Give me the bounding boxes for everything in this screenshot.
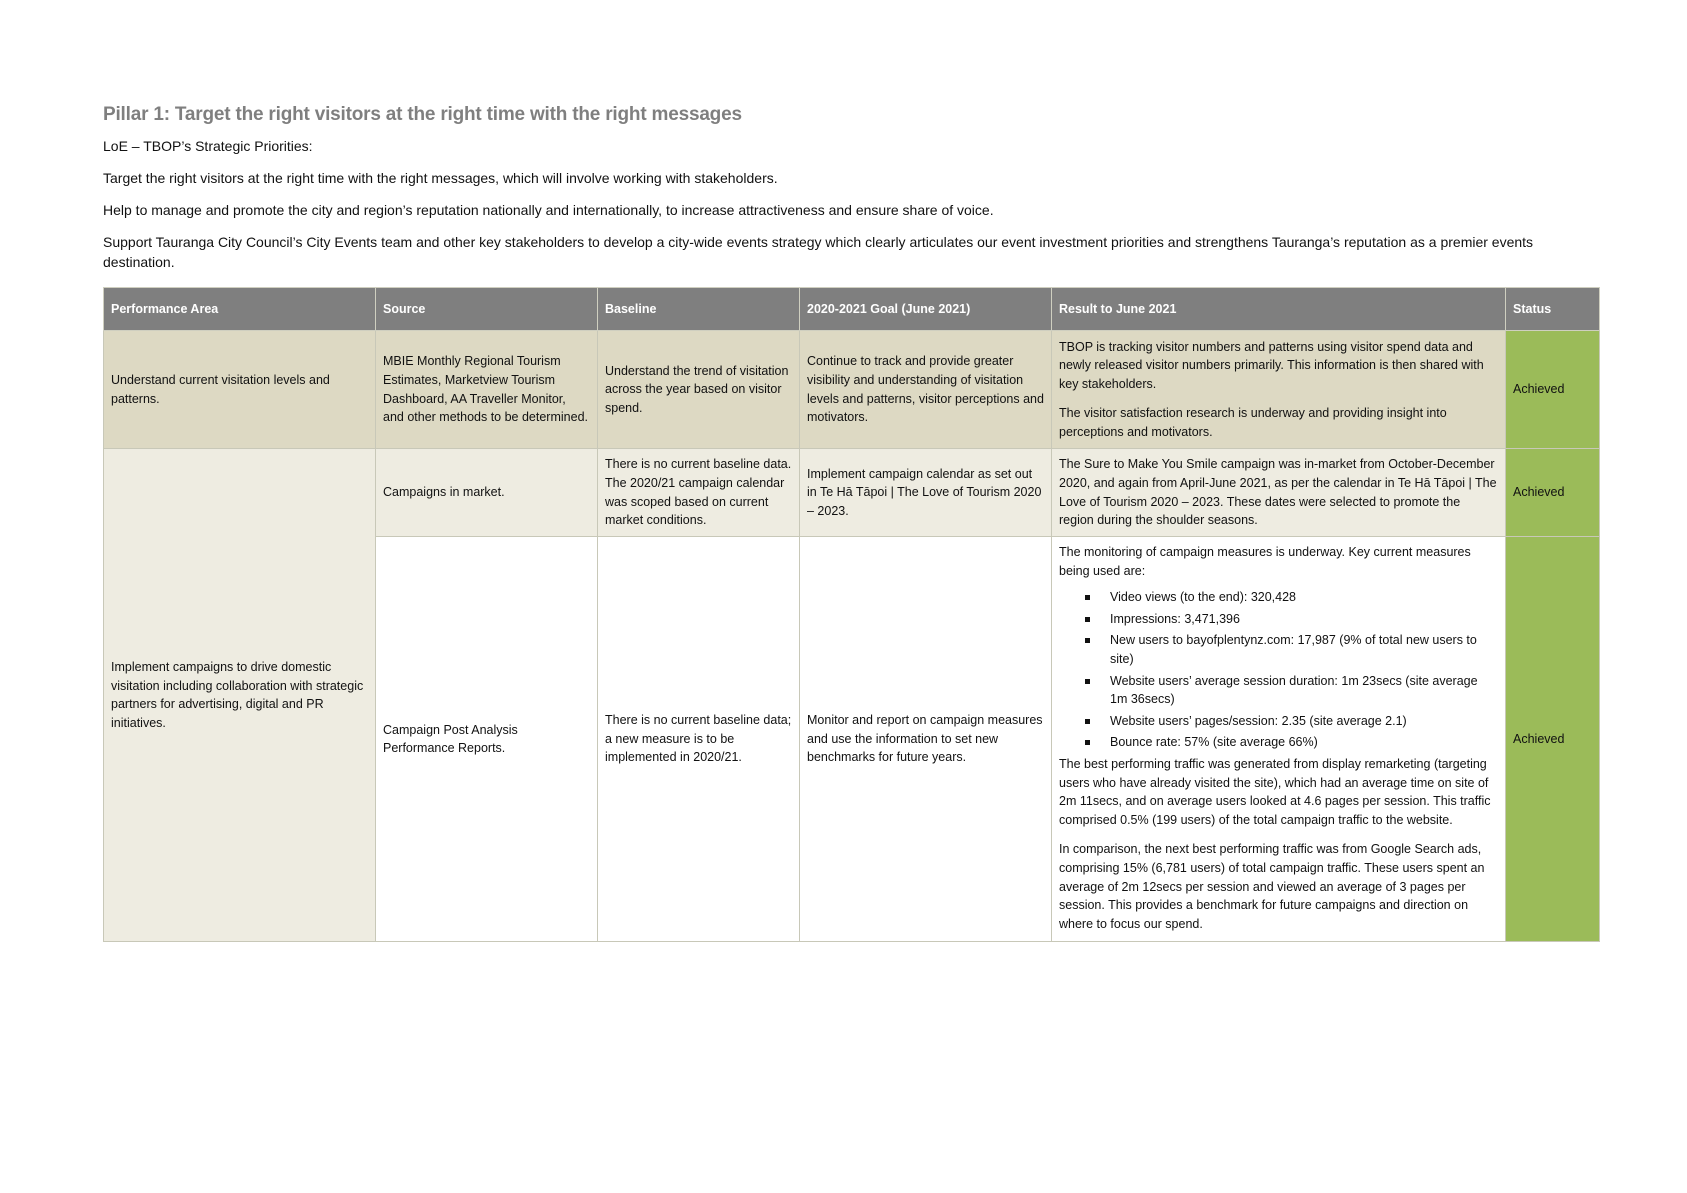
document-page: [103, 104, 1599, 931]
square-bullet-icon: [1085, 719, 1090, 724]
cell-goal: Monitor and report on campaign measures and use the information to set new benchmarks for future years.: [800, 537, 1052, 942]
cell-result: [1052, 537, 1506, 942]
cell-performance-area: Implement campaigns to drive domestic visitation including collaboration with strategic partners for advertising, digital and PR initiatives.: [104, 449, 376, 942]
header-result: Result to June 2021: [1052, 288, 1506, 331]
result-paragraph: TBOP is tracking visitor numbers and patterns using visitor spend data and newly released visitor numbers primarily. This information is then shared with key stakeholders.: [1059, 339, 1484, 391]
cell-goal: Continue to track and provide greater visibility and understanding of visitation levels and patterns, visitor perceptions and motivators.: [800, 331, 1052, 449]
header-performance-area: Performance Area: [104, 288, 376, 331]
list-item: Website users’ pages/session: 2.35 (site average 2.1): [1085, 712, 1498, 731]
status-badge: Achieved: [1506, 449, 1600, 537]
cell-source: MBIE Monthly Regional Tourism Estimates, Marketview Tourism Dashboard, AA Traveller Monitor, and other methods to be determined.: [376, 331, 598, 449]
performance-table: [103, 287, 1600, 942]
header-baseline: Baseline: [598, 288, 800, 331]
priority-1: Target the right visitors at the right time with the right messages, which will involve working with stakeholders.: [103, 170, 778, 186]
list-item: Impressions: 3,471,396: [1085, 610, 1498, 629]
list-item: Website users’ average session duration: 1m 23secs (site average 1m 36secs): [1085, 672, 1498, 709]
priority-3: Support Tauranga City Council’s City Events team and other key stakeholders to develop a city-wide events strategy which clearly articulates our event investment priorities and strengthens Tauranga’s reputation as a premier events destination.: [103, 234, 1534, 270]
cell-baseline: There is no current baseline data; a new measure is to be implemented in 2020/21.: [598, 537, 800, 942]
measures-list: [1059, 588, 1498, 752]
cell-result: [1052, 331, 1506, 449]
square-bullet-icon: [1085, 595, 1090, 600]
table-header-row: [104, 288, 1600, 331]
result-intro: The monitoring of campaign measures is underway. Key current measures being used are:: [1059, 545, 1471, 578]
cell-source: Campaigns in market.: [376, 449, 598, 537]
header-status: Status: [1506, 288, 1600, 331]
square-bullet-icon: [1085, 740, 1090, 745]
result-paragraph: The visitor satisfaction research is underway and providing insight into perceptions and motivators.: [1059, 406, 1447, 439]
table-row: [104, 331, 1600, 449]
priorities-label: LoE – TBOP’s Strategic Priorities:: [103, 138, 313, 154]
page-title: Pillar 1: Target the right visitors at the right time with the right messages: [103, 104, 742, 125]
cell-goal: Implement campaign calendar as set out in Te Hā Tāpoi | The Love of Tourism 2020 – 2023.: [800, 449, 1052, 537]
cell-baseline: Understand the trend of visitation across the year based on visitor spend.: [598, 331, 800, 449]
header-goal: 2020-2021 Goal (June 2021): [800, 288, 1052, 331]
header-source: Source: [376, 288, 598, 331]
square-bullet-icon: [1085, 679, 1090, 684]
status-badge: Achieved: [1506, 537, 1600, 942]
list-item: New users to bayofplentynz.com: 17,987 (9% of total new users to site): [1085, 631, 1498, 668]
result-paragraph: The best performing traffic was generated from display remarketing (targeting users who have already visited the site), which had an average time on site of 2m 11secs, and on average users looked at 4.6 pages per session. This traffic comprised 0.5% (199 users) of the total campaign traffic to the website.: [1059, 756, 1491, 827]
cell-result: The Sure to Make You Smile campaign was in-market from October-December 2020, and again from April-June 2021, as per the calendar in Te Hā Tāpoi | The Love of Tourism 2020 – 2023. These dates were selected to promote the region during the shoulder seasons.: [1052, 449, 1506, 537]
cell-source: Campaign Post Analysis Performance Reports.: [376, 537, 598, 942]
cell-performance-area: Understand current visitation levels and patterns.: [104, 331, 376, 449]
square-bullet-icon: [1085, 638, 1090, 643]
status-badge: Achieved: [1506, 331, 1600, 449]
priority-2: Help to manage and promote the city and region’s reputation nationally and internationally, to increase attractiveness and ensure share of voice.: [103, 202, 994, 218]
table-row: [104, 449, 1600, 537]
list-item: Bounce rate: 57% (site average 66%): [1085, 733, 1498, 752]
cell-baseline: There is no current baseline data. The 2020/21 campaign calendar was scoped based on current market conditions.: [598, 449, 800, 537]
result-paragraph: In comparison, the next best performing traffic was from Google Search ads, comprising 15% (6,781 users) of total campaign traffic. These users spent an average of 2m 12secs per session and viewed an average of 3 pages per session. This provides a benchmark for future campaigns and direction on where to focus our spend.: [1059, 842, 1485, 931]
list-item: Video views (to the end): 320,428: [1085, 588, 1498, 607]
square-bullet-icon: [1085, 617, 1090, 622]
